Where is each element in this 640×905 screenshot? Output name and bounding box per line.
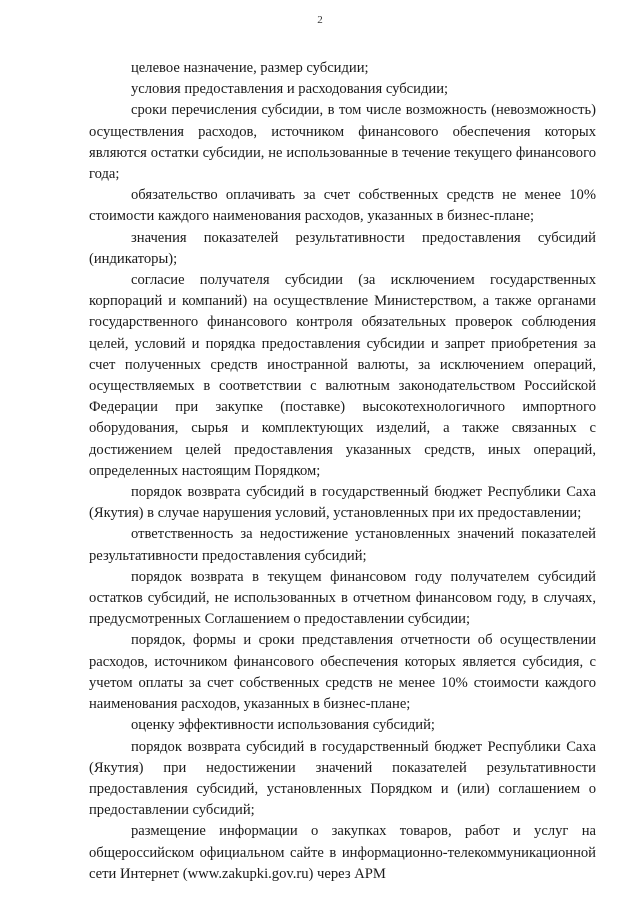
paragraph-reporting: порядок, формы и сроки представления отчетности об осуществлении расходов, источником финансового обеспечения которых является субсидия, с учетом оплаты за счет собственных средств не менее 10% стоимости каждого наименования расходов, указанных в бизнес-плане;	[89, 632, 596, 713]
paragraph-purpose-amount: целевое назначение, размер субсидии;	[131, 60, 369, 76]
paragraph-responsibility: ответственность за недостижение установленных значений показателей результативности предоставления субсидий;	[89, 526, 596, 564]
paragraph-consent-inspections: согласие получателя субсидии (за исключением государственных корпораций и компаний) на осуществление Министерством, а также органами государственного финансового контроля обязательных проверок соблюдения целей, условий и порядка предоставления субсидии и запрет приобретения за счет полученных средств иностранной валюты, за исключением операций, осуществляемых в соответствии с валютным законодательством Российской Федерации при закупке (поставке) высокотехнологичного импортного оборудования, сырья и комплектующих изделий, а также связанных с достижением целей предоставления указанных средств, иных операций, определенных настоящим Порядком;	[89, 272, 596, 479]
paragraph-procurement-info: размещение информации о закупках товаров, работ и услуг на общероссийском официальном сайте в информационно-телекоммуникационной сети Интернет (www.zakupki.gov.ru) через АРМ	[89, 823, 596, 882]
paragraph-transfer-terms: сроки перечисления субсидии, в том числе возможность (невозможность) осуществления расходов, источником финансового обеспечения которых являются остатки субсидии, не использованные в течение текущего финансового года;	[89, 102, 596, 183]
paragraph-own-funds-obligation: обязательство оплачивать за счет собственных средств не менее 10% стоимости каждого наименования расходов, указанных в бизнес-плане;	[89, 187, 596, 225]
page-number: 2	[317, 14, 323, 26]
paragraph-conditions: условия предоставления и расходования субсидии;	[131, 81, 449, 98]
paragraph-efficiency-assessment: оценку эффективности использования субсидий;	[131, 717, 435, 734]
paragraph-indicators: значения показателей результативности предоставления субсидий (индикаторы);	[89, 229, 596, 267]
paragraph-return-of-balances: порядок возврата в текущем финансовом году получателем субсидий остатков субсидий, не использованных в отчетном финансовом году, в случаях, предусмотренных Соглашением о предоставлении субсидии;	[89, 568, 596, 628]
document-body	[89, 58, 596, 885]
paragraph-return-on-violation: порядок возврата субсидий в государственный бюджет Республики Саха (Якутия) в случае нарушения условий, установленных при их предоставлении;	[89, 484, 596, 522]
paragraph-return-on-underperformance: порядок возврата субсидий в государственный бюджет Республики Саха (Якутия) при недостижении значений показателей результативности предоставления субсидий, установленных Порядком и (или) соглашением о предоставлении субсидий;	[89, 738, 596, 819]
